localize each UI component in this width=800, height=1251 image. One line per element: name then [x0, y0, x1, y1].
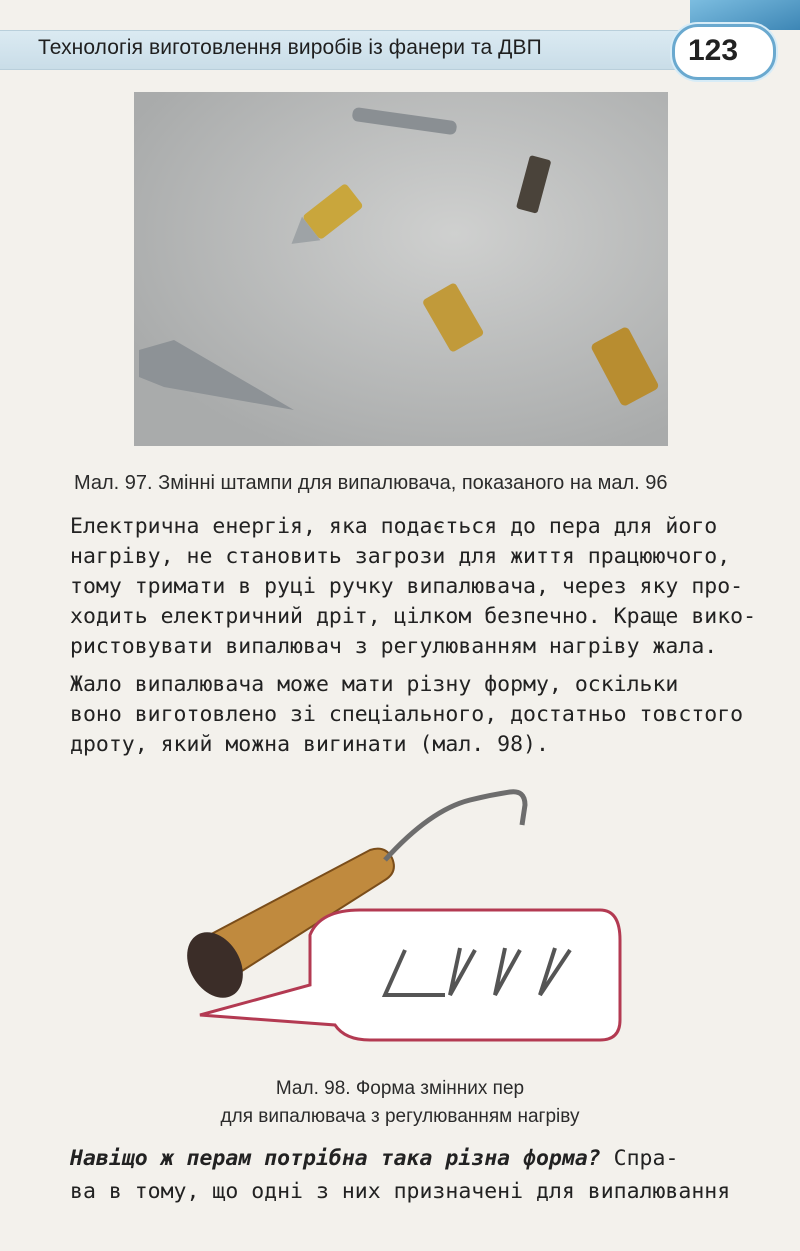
question-line-1: [70, 1142, 770, 1175]
stamp-brass-pointed: [282, 183, 364, 256]
figure-97-caption: Мал. 97. Змінні штампи для випалювача, показаного на мал. 96: [74, 472, 668, 494]
figure-98-caption-line2: для випалювача з регулюванням нагріву: [220, 1106, 580, 1127]
stamp-brass-middle: [422, 282, 485, 353]
paragraph-1-line: ристовувати випалювач з регулюванням нагріву жала.: [70, 634, 718, 659]
paragraph-2-line: Жало випалювача може мати різну форму, оскільки: [70, 672, 679, 697]
wood-burner-drawing: [160, 770, 630, 1070]
paragraph-2-line: воно виготовлено зі спеціального, достатньо товстого: [70, 702, 744, 727]
paragraph-2: [70, 670, 760, 760]
burner-wire-tip: [385, 792, 525, 860]
question-italic: Навіщо ж перам потрібна така різна форма?: [70, 1146, 601, 1171]
stamp-long-rod: [352, 107, 458, 135]
figure-98-illustration: [160, 770, 630, 1070]
blade: [139, 340, 294, 410]
paragraph-1-line: тому тримати в руці ручку випалювача, через яку про-: [70, 574, 744, 599]
figure-98-caption-line1: Мал. 98. Форма змінних пер: [275, 1078, 525, 1099]
question-paragraph: [70, 1142, 770, 1208]
stamp-dark-small: [516, 155, 551, 214]
paragraph-2-line: дроту, який можна вигинати (мал. 98).: [70, 732, 549, 757]
question-rest: Спра-: [600, 1146, 679, 1171]
question-line-2: ва в тому, що одні з них призначені для випалювання: [70, 1179, 731, 1204]
paragraph-1: [70, 512, 760, 662]
stamps-illustration: [134, 92, 668, 446]
figure-97-photo: [134, 92, 668, 446]
paragraph-1-line: Електрична енергія, яка подається до пера для його: [70, 514, 718, 539]
page-number: 123: [688, 34, 739, 67]
stamp-brass-right: [590, 326, 660, 408]
paragraph-1-line: ходить електричний дріт, цілком безпечно. Краще вико-: [70, 604, 757, 629]
running-header-title: Технологія виготовлення виробів із фанери та ДВП: [38, 36, 542, 59]
figure-98-caption: [180, 1075, 620, 1131]
paragraph-1-line: нагріву, не становить загрози для життя працюючого,: [70, 544, 731, 569]
